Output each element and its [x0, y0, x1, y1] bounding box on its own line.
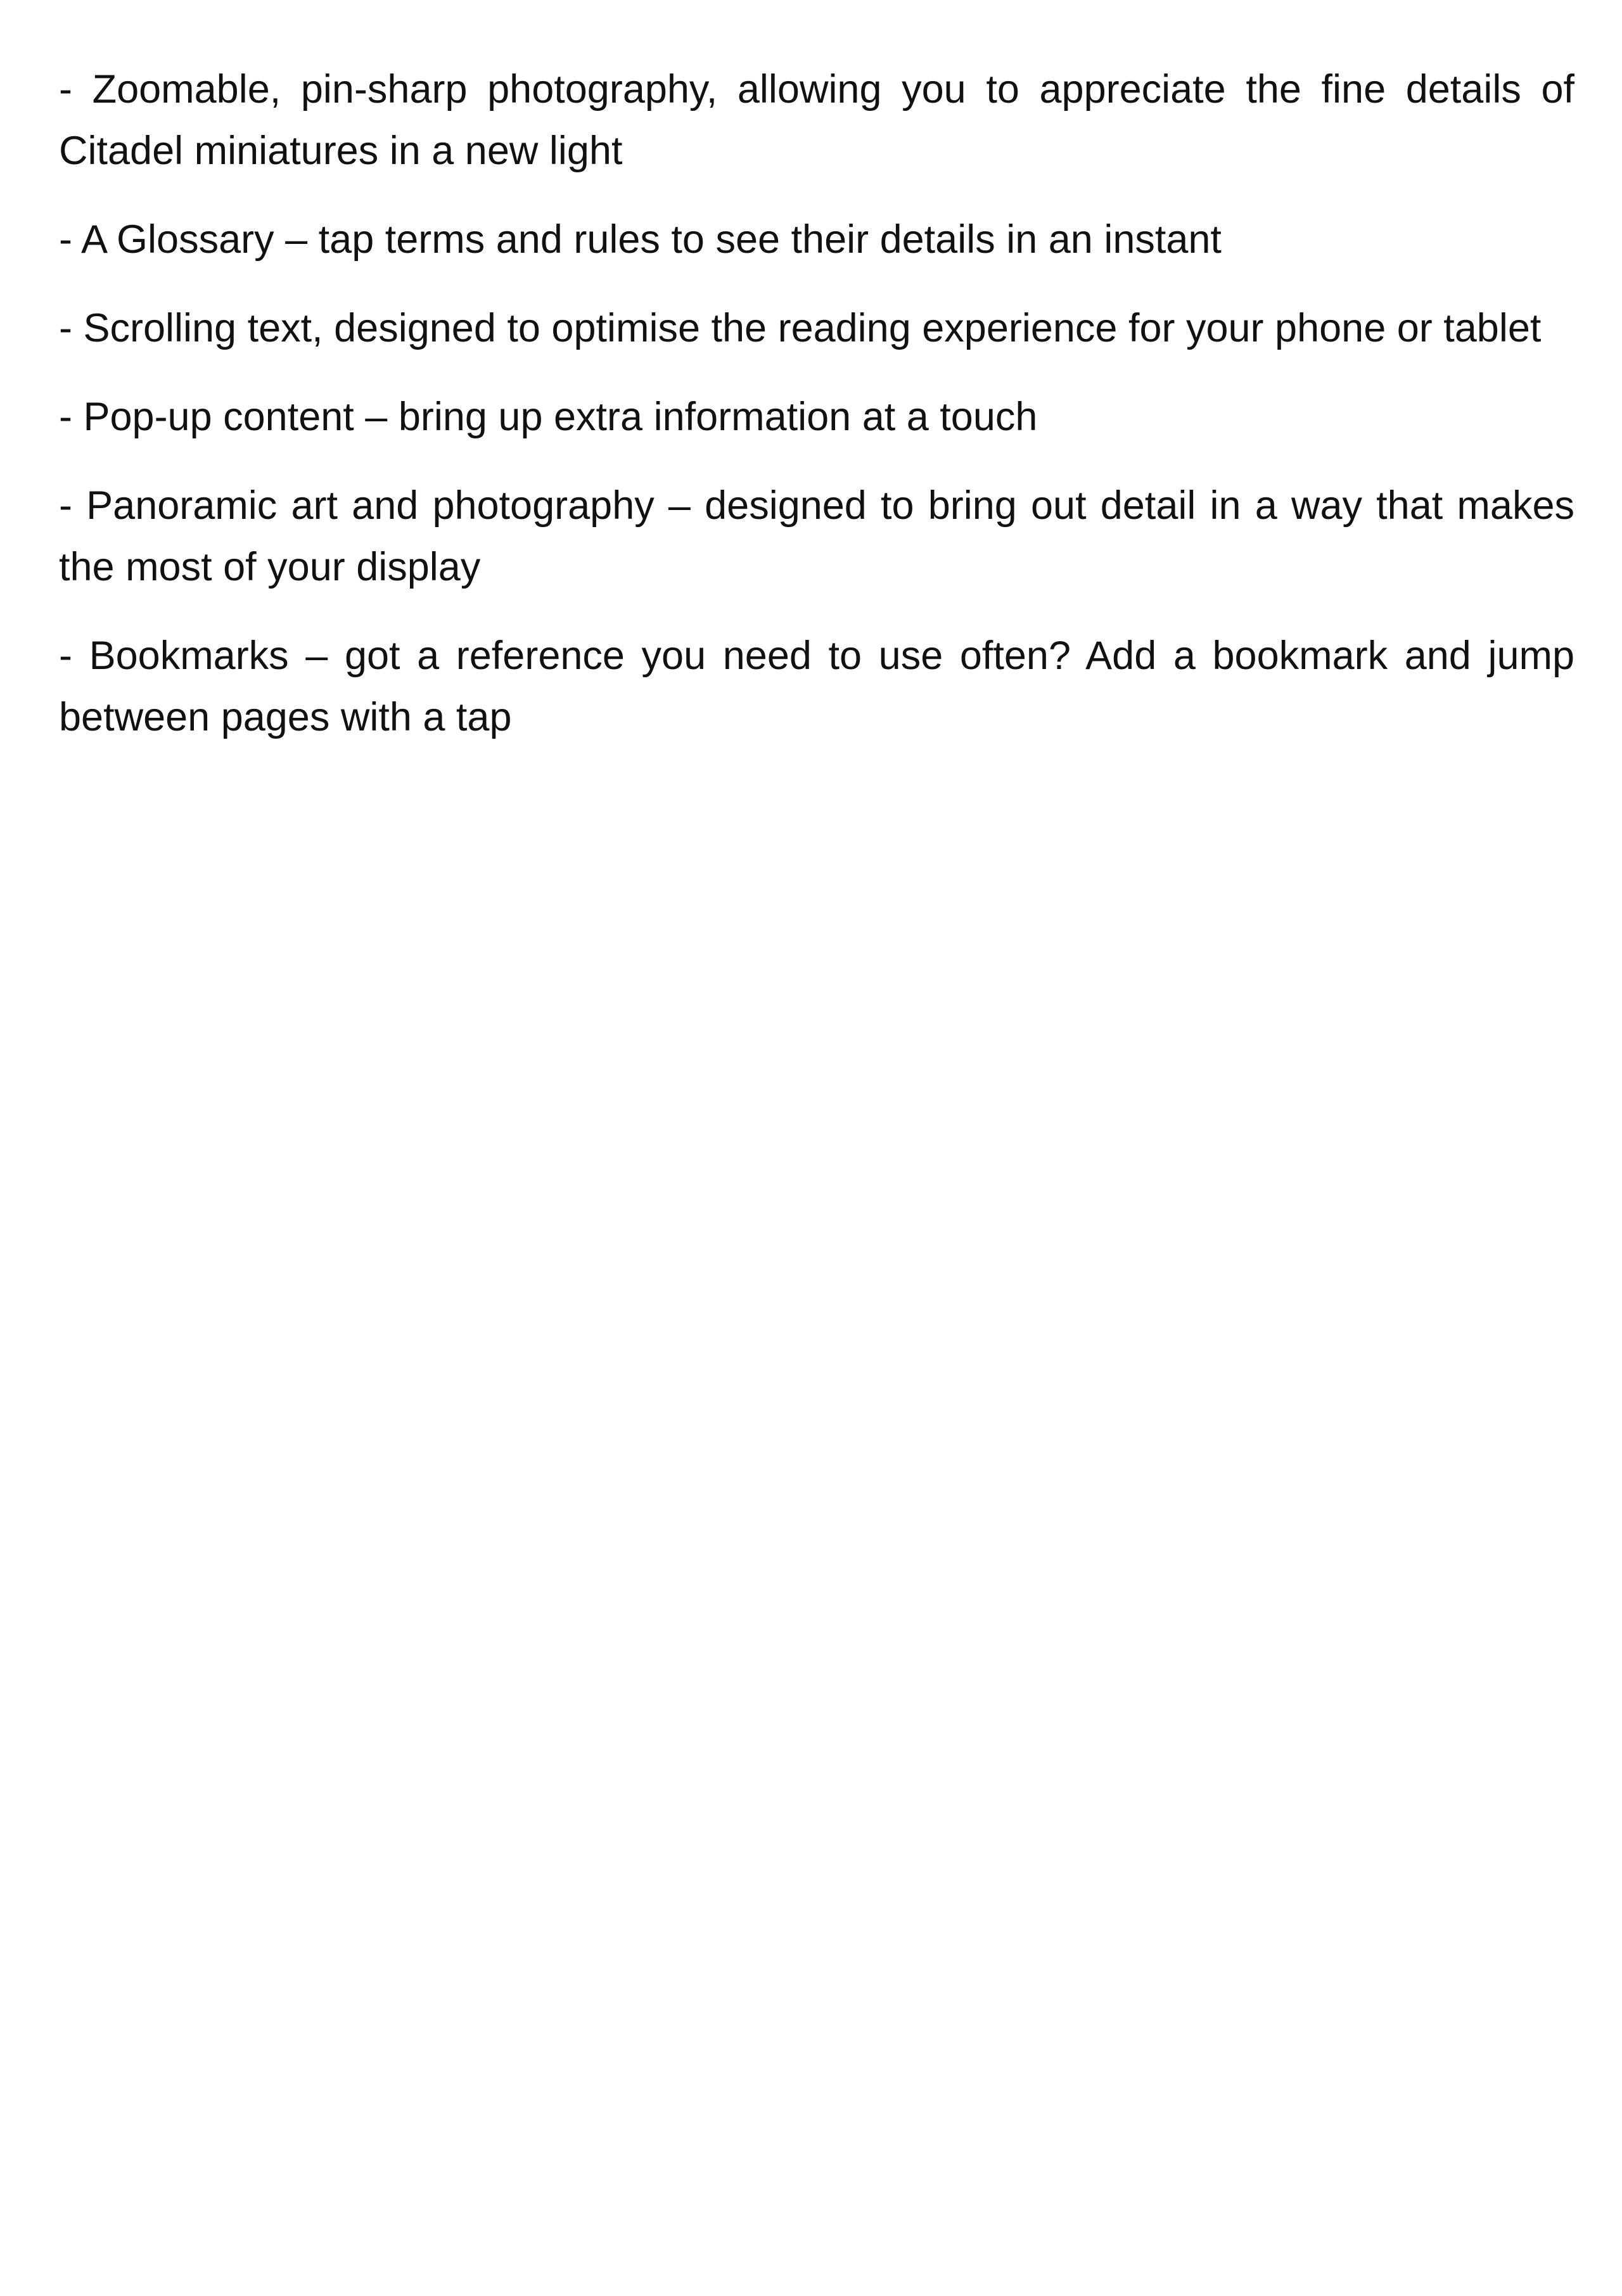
list-item-zoomable-photography: - Zoomable, pin-sharp photography, allowing you to appreciate the fine details of Citadel miniatures in a new light	[59, 67, 1574, 173]
document-page	[59, 59, 1574, 775]
list-item-popup-content: - Pop-up content – bring up extra information at a touch	[59, 395, 1038, 439]
list-item-panoramic-art: - Panoramic art and photography – designed to bring out detail in a way that makes the most of your display	[59, 483, 1574, 589]
list-item-bookmarks: - Bookmarks – got a reference you need to use often? Add a bookmark and jump between pages with a tap	[59, 634, 1574, 739]
list-item-scrolling-text: - Scrolling text, designed to optimise the reading experience for your phone or tablet	[59, 306, 1542, 350]
list-item-glossary: - A Glossary – tap terms and rules to see their details in an instant	[59, 217, 1222, 262]
